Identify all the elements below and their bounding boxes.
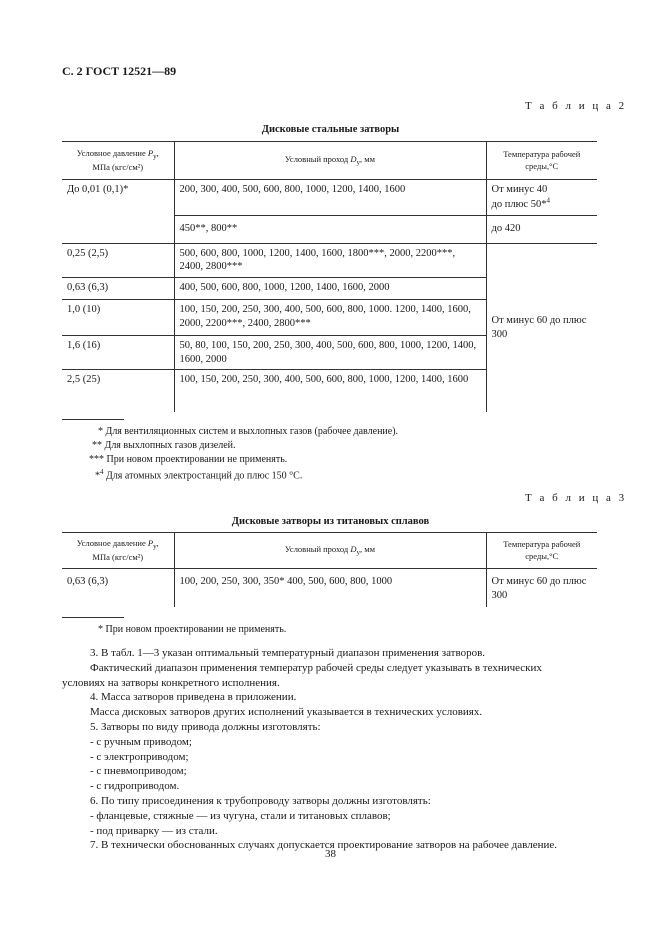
col-pressure-header: [62, 142, 174, 180]
cell-temperature: От минус 60 до плюс 300: [486, 569, 597, 607]
body-line: - фланцевые, стяжные — из чугуна, стали и титановых сплавов;: [90, 809, 391, 822]
body-line: - с электроприводом;: [90, 750, 189, 763]
cell-diameter: 500, 600, 800, 1000, 1200, 1400, 1600, 1800***, 2000, 2200***, 2400, 2800***: [174, 243, 486, 277]
page-header: С. 2 ГОСТ 12521—89: [62, 64, 177, 78]
table3: [62, 532, 597, 607]
col-pressure-label-1: Условное давление $P_у$,: [76, 148, 159, 161]
cell-pressure: До 0,01 (0,1)*: [67, 184, 129, 195]
cell-diameter: 100, 200, 250, 300, 350* 400, 500, 600, 800, 1000: [174, 569, 486, 607]
table2-footnote-2: ** Для выхлопных газов дизелей.: [92, 440, 236, 451]
body-line: - с гидроприводом.: [90, 780, 180, 793]
footnote-rule: [62, 419, 124, 420]
cell-pressure: 1,0 (10): [62, 300, 174, 336]
table2-footnote-3: *** При новом проектировании не применять.: [89, 454, 288, 465]
page-number: 38: [325, 848, 336, 860]
cell-temperature-merged: От минус 60 до плюс 300: [486, 243, 597, 412]
table2-label: Т а б л и ц а 2: [525, 100, 627, 112]
cell-diameter: 100, 150, 200, 250, 300, 400, 500, 600, 800, 1000, 1200, 1400, 1600: [174, 370, 486, 412]
cell-pressure: 0,25 (2,5): [62, 243, 174, 277]
cell-diameter: 450**, 800**: [174, 215, 486, 243]
temp-text-2: до плюс 50*$^4$: [491, 196, 550, 211]
cell-pressure: 0,63 (6,3): [62, 278, 174, 300]
body-line: - с ручным приводом;: [90, 735, 192, 748]
col-pressure-header: Условное давление $P_у$, МПа (кгс/см²): [76, 538, 159, 562]
cell-pressure: 2,5 (25): [62, 370, 174, 412]
table-row: [62, 215, 597, 243]
table3-header-row: [62, 533, 597, 569]
table2-title: Дисковые стальные затворы: [261, 124, 400, 135]
cell-pressure: 0,63 (6,3): [67, 576, 109, 587]
table3-title: Дисковые затворы из титановых сплавов: [231, 516, 430, 527]
table-row: [62, 569, 597, 607]
cell-diameter: 100, 150, 200, 250, 300, 400, 500, 600, 800, 1000. 1200, 1400, 1600, 2000, 2200***, 2400, 2800***: [174, 300, 486, 336]
body-line: 4. Масса затворов приведена в приложении.: [90, 691, 297, 704]
col-temperature-header: Температура рабочей среды,°С: [486, 533, 597, 569]
table-row: [62, 243, 597, 277]
body-line: 7. В технически обоснованных случаях допускается проектирование затворов на рабочее давление.: [90, 839, 557, 852]
table3-footnote-1: * При новом проектировании не применять.: [98, 624, 287, 635]
body-line: условиях на затворы конкретного исполнения.: [62, 676, 280, 689]
cell-diameter: 200, 300, 400, 500, 600, 800, 1000, 1200, 1400, 1600: [174, 180, 486, 216]
table2-footnote-1: * Для вентиляционных систем и выхлопных газов (рабочее давление).: [98, 426, 399, 437]
body-line: 3. В табл. 1—3 указан оптимальный температурный диапазон применения затворов.: [90, 647, 486, 659]
body-text: [62, 646, 602, 853]
cell-diameter: 50, 80, 100, 150, 200, 250, 300, 400, 500, 600, 800, 1000, 1200, 1400, 1600, 2000: [174, 336, 486, 370]
table-row: [62, 180, 597, 216]
col-pressure-label-2: МПа (кгс/см²): [92, 161, 144, 172]
table3-label: Т а б л и ц а 3: [525, 492, 627, 504]
col-temperature-header: Температура рабочей среды,°С: [486, 142, 597, 180]
table2-footnote-4: *$^4$ Для атомных электростанций до плюс 150 °С.: [95, 468, 303, 482]
cell-diameter: 400, 500, 600, 800, 1000, 1200, 1400, 1600, 2000: [174, 278, 486, 300]
body-line: Фактический диапазон применения температур рабочей среды следует указывать в технических: [90, 661, 542, 674]
cell-temperature: до 420: [486, 215, 597, 243]
footnote-rule: [62, 617, 124, 618]
table2-header-row: [62, 142, 597, 180]
body-line: Масса дисковых затворов других исполнений указывается в технических условиях.: [90, 706, 483, 719]
cell-pressure: 1,6 (16): [62, 336, 174, 370]
cell-temperature: [486, 180, 597, 216]
table2: [62, 141, 597, 412]
body-line: 5. Затворы по виду привода должны изготовлять:: [90, 720, 321, 733]
body-line: - под приварку — из стали.: [90, 824, 218, 837]
col-diameter-header: Условный проход $D_у$, мм: [174, 142, 486, 180]
temp-text-1: От минус 40: [491, 184, 548, 195]
body-line: - с пневмоприводом;: [90, 765, 187, 778]
col-diameter-header: Условный проход $D_у$, мм: [174, 533, 486, 569]
cell-pressure: [62, 215, 174, 243]
body-line: 6. По типу присоединения к трубопроводу затворы должны изготовлять:: [90, 794, 431, 807]
